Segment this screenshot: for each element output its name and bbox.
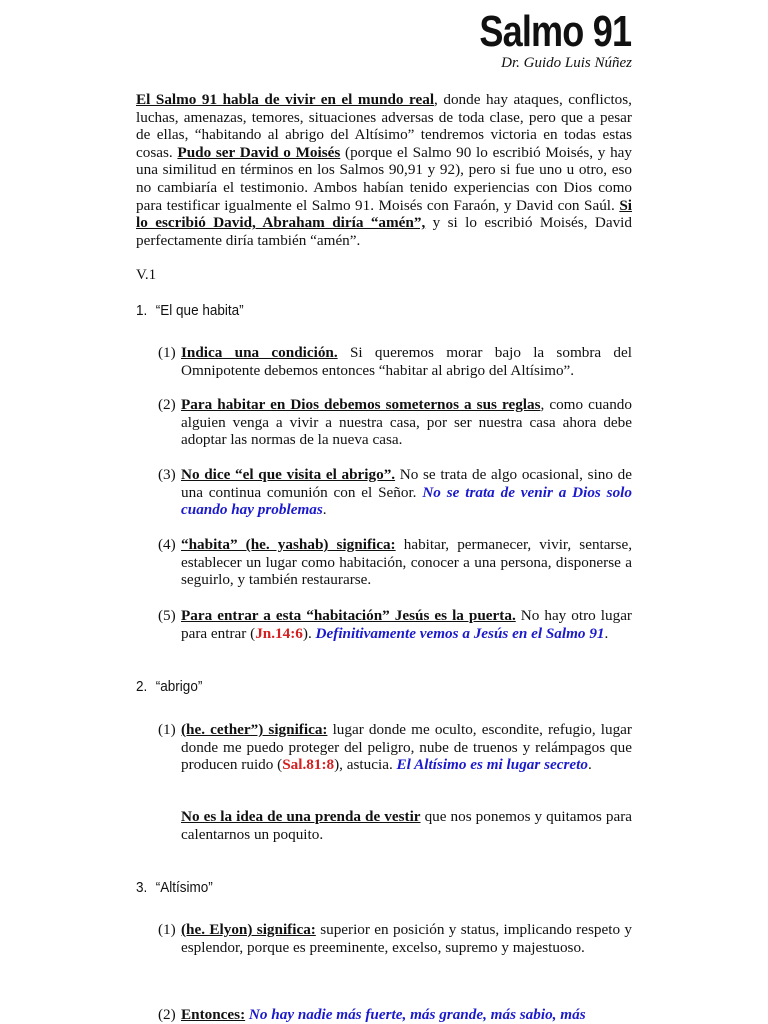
- intro-emphasis-3: Si lo escribió David, Abraham diría “amén”,: [136, 196, 632, 232]
- list-item: (2) Para habitar en Dios debemos someternos a sus reglas, como cuando alguien venga a vivir a nuestra casa, por ser nuestra casa ahora debe adoptar las normas de la nueva casa.: [158, 396, 632, 449]
- section-note: No es la idea de una prenda de vestir que nos ponemos y quitamos para calentarnos un poquito.: [181, 808, 633, 843]
- section-heading: 3. “Altísimo”: [136, 879, 213, 896]
- list-item: (2) Entonces: No hay nadie más fuerte, más grande, más sabio, más: [158, 1006, 586, 1023]
- list-item: (1) Indica una condición. Si queremos morar bajo la sombra del Omnipotente debemos entonces “habitar al abrigo del Altísimo”.: [158, 344, 632, 379]
- list-item: (1) (he. cether”) significa: lugar donde me oculto, escondite, refugio, lugar donde me puedo proteger del peligro, nube de truenos y relámpagos que producen ruido (Sal.81:8), astucia. El Altísimo es mi lugar secreto.: [158, 721, 632, 774]
- verse-label: V.1: [136, 267, 157, 283]
- section-heading: 2. “abrigo”: [136, 678, 203, 695]
- list-item: (1) (he. Elyon) significa: superior en posición y status, implicando respeto y esplendor, porque es preeminente, excelso, supremo y majestuoso.: [158, 921, 632, 956]
- scripture-reference: Sal.81:8: [282, 756, 335, 774]
- list-item: (3) No dice “el que visita el abrigo”. No se trata de algo ocasional, sino de una continua comunión con el Señor. No se trata de venir a Dios solo cuando hay problemas.: [158, 466, 632, 519]
- page-title: Salmo 91: [479, 7, 631, 56]
- intro-emphasis-2: Pudo ser David o Moisés: [177, 143, 341, 161]
- list-item: (4) “habita” (he. yashab) significa: habitar, permanecer, vivir, sentarse, establecer un lugar como habitación, conocer a una persona, disponerse a seguirlo, y también restaurarse.: [158, 536, 633, 589]
- scripture-reference: Jn.14:6: [255, 624, 303, 642]
- section-heading: 1. “El que habita”: [136, 302, 244, 319]
- author-line: Dr. Guido Luis Núñez: [501, 55, 632, 71]
- list-item: (5) Para entrar a esta “habitación” Jesús es la puerta. No hay otro lugar para entrar (Jn.14:6). Definitivamente vemos a Jesús en el Salmo 91.: [158, 607, 632, 642]
- intro-paragraph: El Salmo 91 habla de vivir en el mundo real, donde hay ataques, conflictos, luchas, amenazas, temores, situaciones adversas de toda clase, pero que a pesar de ellas, “habitando al abrigo del Altísimo” tendremos victoria en todas estas cosas. Pudo ser David o Moisés (porque el Salmo 90 lo escribió Moisés, y hay una similitud en términos en los Salmos 90,91 y 92), pero si fue uno u otro, eso no cambiaría el testimonio. Ambos habían tenido experiencias con Dios como para testificar igualmente el Salmo 91. Moisés con Faraón, y David con Saúl. Si lo escribió David, Abraham diría “amén”, y si lo escribió Moisés, David perfectamente diría también “amén”.: [136, 91, 633, 249]
- intro-emphasis-1: El Salmo 91 habla de vivir en el mundo real: [136, 91, 435, 108]
